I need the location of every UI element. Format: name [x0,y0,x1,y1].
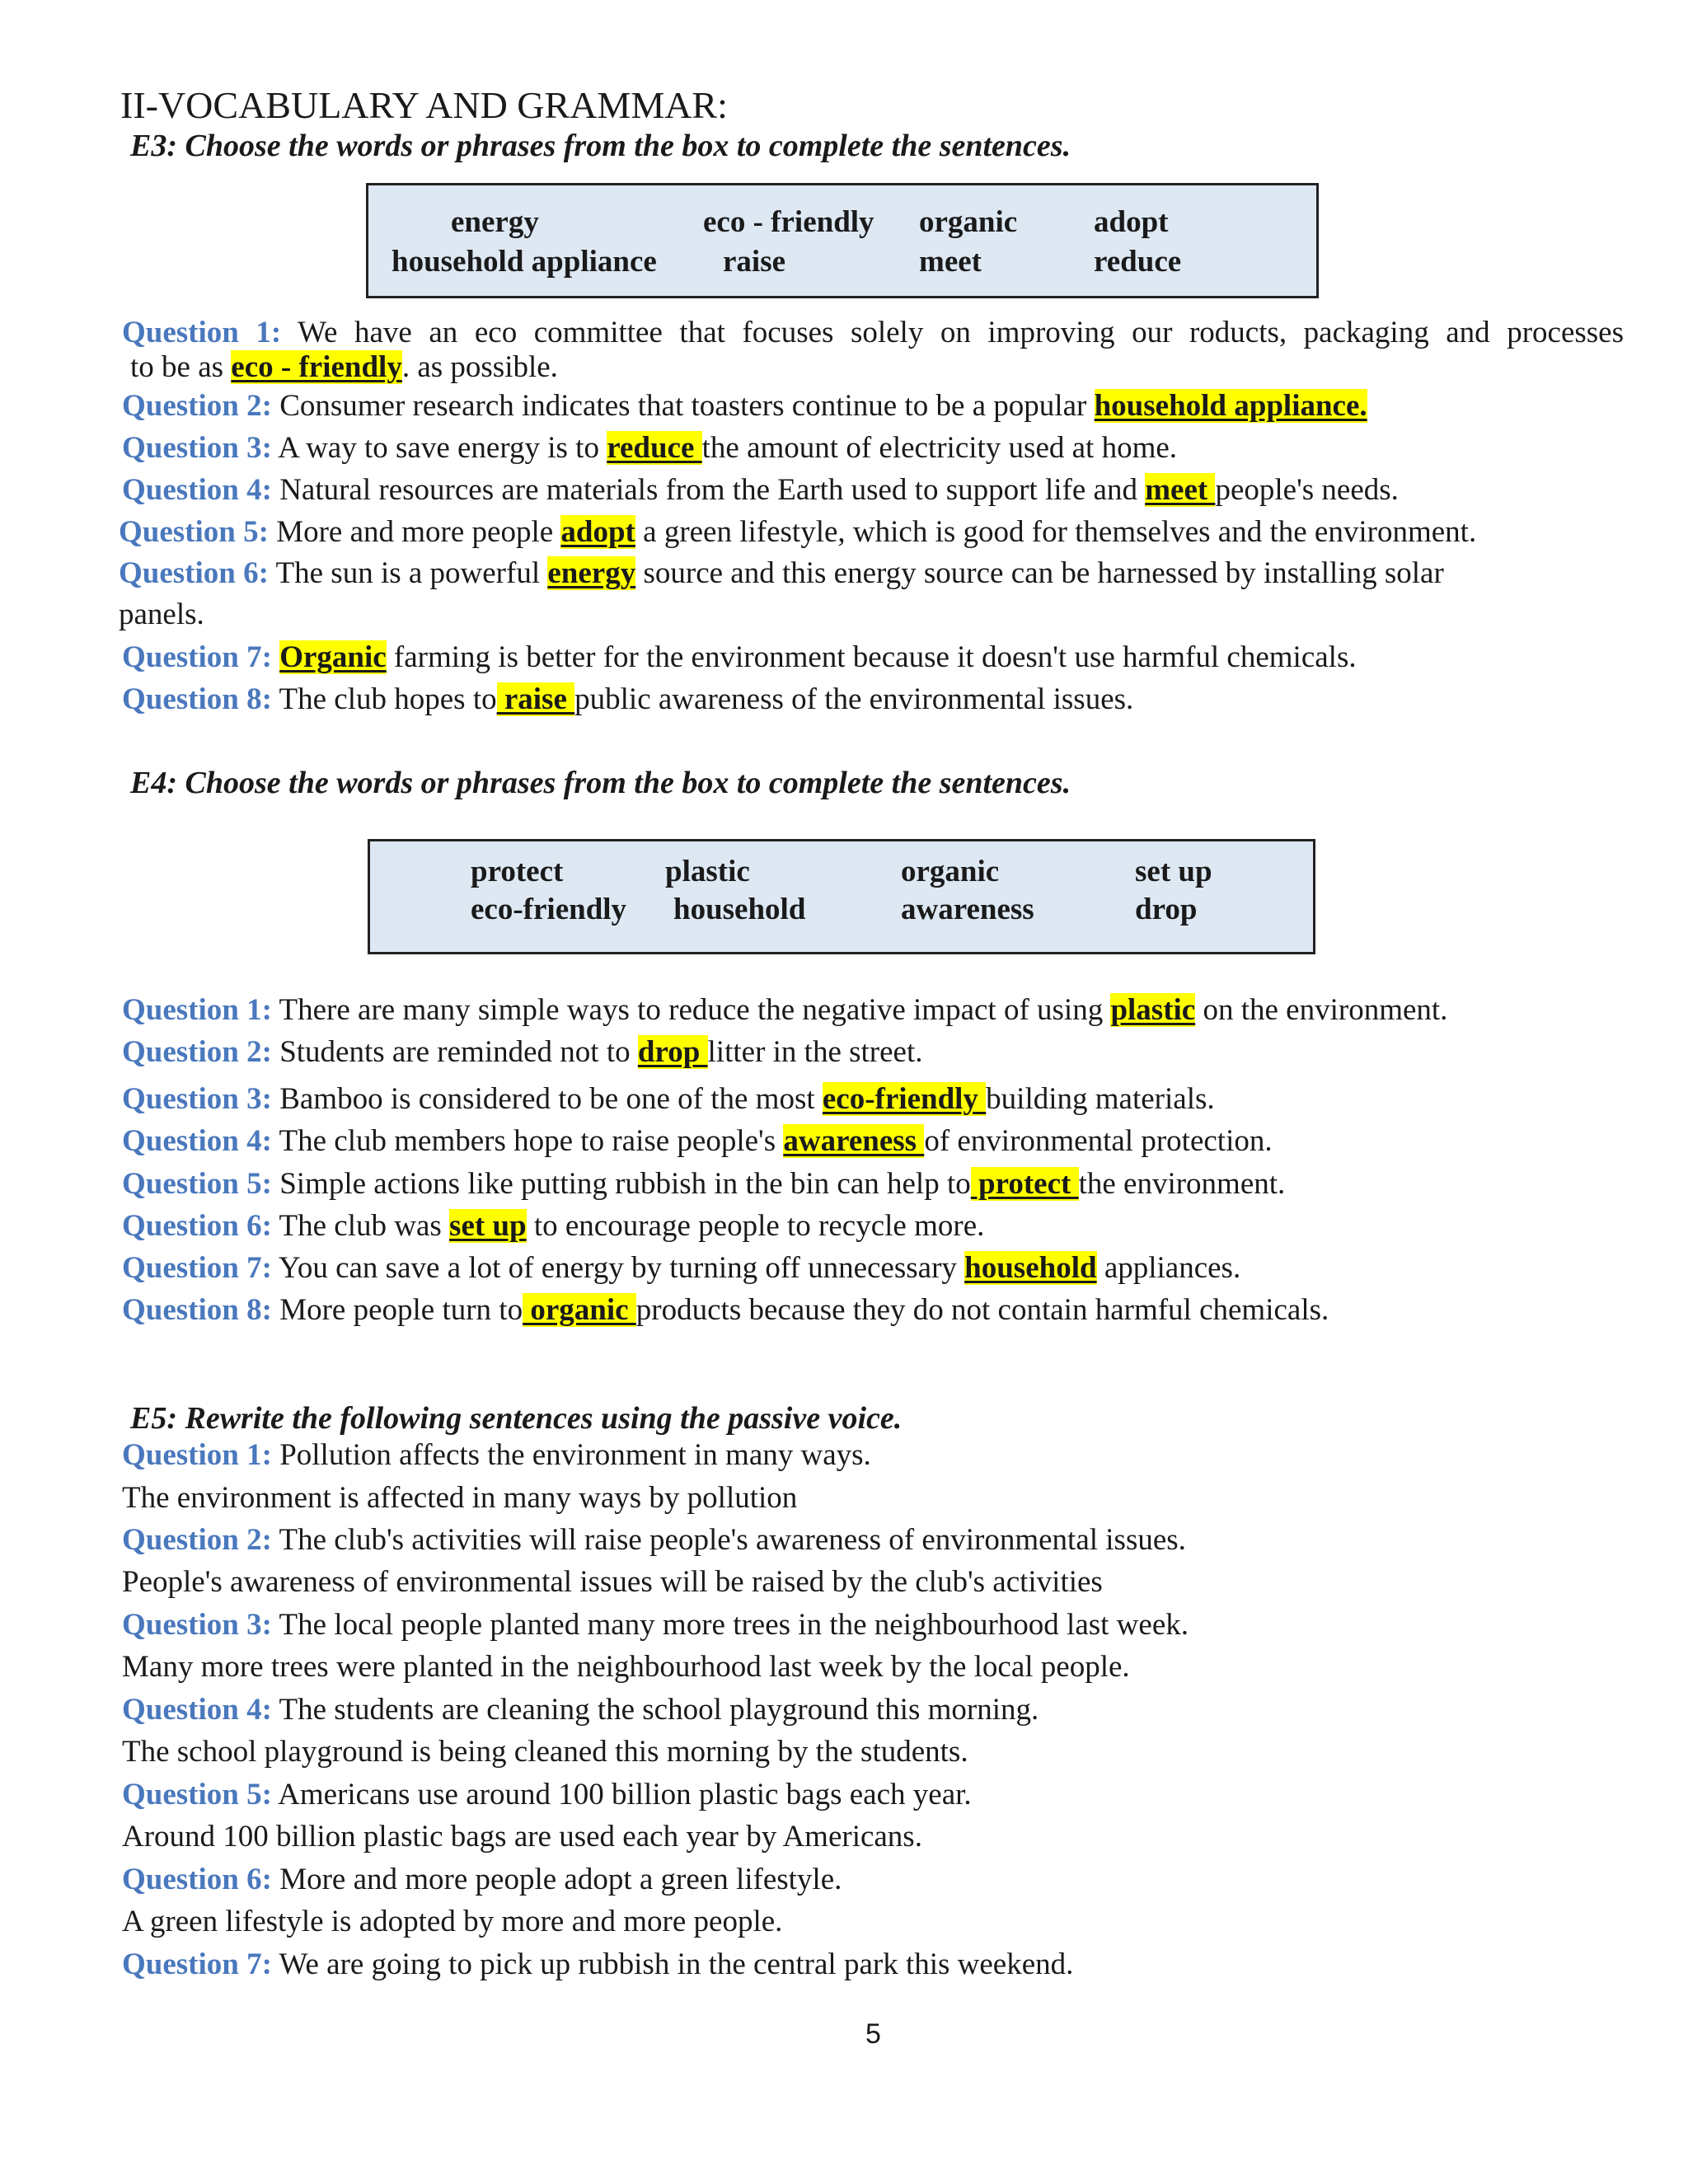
question-text: to be as [130,350,232,384]
question-text: . as possible. [401,350,558,384]
e3-box-word: adopt [1094,205,1169,239]
e5-answer-6: A green lifestyle is adopted by more and more people. [122,1905,783,1938]
question-text: source and this energy source can be harnessed by installing solar [635,556,1444,590]
e4-box-word: eco-friendly [471,893,627,926]
question-label: Question 4: [122,473,272,507]
answer-highlight: Organic [279,640,387,674]
answer-highlight: adopt [560,515,635,549]
question-text: More people turn to [271,1293,523,1327]
question-text: You can save a lot of energy by turning off unnecessary [271,1251,965,1285]
e3-box-word: household appliance [392,245,657,279]
question-text: More and more people adopt a green lifestyle. [271,1863,842,1896]
question-label: Question 6: [122,1209,272,1243]
e5-question-4 [122,1690,1039,1730]
question-text: Students are reminded not to [271,1035,638,1069]
e5-question-3 [122,1605,1189,1645]
e4-question-4 [122,1122,1273,1161]
e4-box-word: drop [1135,893,1198,926]
question-text: of environmental protection. [924,1124,1273,1158]
question-text: We have an eco committee that focuses solely on improving our roducts, packaging and processes [281,316,1624,349]
answer-highlight: organic [523,1293,636,1327]
question-text: A way to save energy is to [271,431,607,465]
e3-title: E3: Choose the words or phrases from the box to complete the sentences. [130,129,1071,163]
e5-answer-4: The school playground is being cleaned this morning by the students. [122,1735,968,1769]
e3-question-3 [122,429,1177,468]
question-label: Question 5: [122,1778,272,1811]
answer-highlight: household appliance. [1094,389,1367,423]
question-text: products because they do not contain harmful chemicals. [635,1293,1329,1327]
question-text [272,640,279,674]
e3-box-word: reduce [1094,245,1182,279]
e4-box-word: awareness [901,893,1034,926]
question-text: The club members hope to raise people's [271,1124,784,1158]
answer-highlight: awareness [783,1124,925,1158]
e3-question-1 [122,313,1624,353]
e3-box-word: organic [919,205,1018,239]
e4-question-2 [122,1033,923,1072]
question-text: Pollution affects the environment in many ways. [271,1438,871,1472]
e5-question-7 [122,1945,1073,1985]
e3-question-6 [119,554,1444,593]
question-text: The club's activities will raise people's awareness of environmental issues. [271,1523,1186,1557]
question-label: Question 1: [122,316,282,349]
e4-question-7 [122,1249,1240,1288]
question-label: Question 4: [122,1693,272,1727]
question-text: appliances. [1096,1251,1241,1285]
question-label: Question 1: [122,1438,272,1472]
e4-question-8 [122,1291,1329,1330]
answer-highlight: eco-friendly [822,1082,987,1116]
e5-answer-1: The environment is affected in many ways by pollution [122,1481,798,1515]
question-text: the environment. [1078,1167,1286,1201]
question-text: More and more people [268,515,561,549]
e4-box-word: protect [471,855,564,888]
e4-question-3 [122,1080,1215,1119]
e4-question-5 [122,1165,1285,1204]
question-text: Americans use around 100 billion plastic bags each year. [271,1778,972,1811]
e5-question-2 [122,1521,1186,1560]
question-label: Question 4: [122,1124,272,1158]
question-text: building materials. [986,1082,1215,1116]
e3-box-word: eco - friendly [703,205,874,239]
e5-answer-5: Around 100 billion plastic bags are used each year by Americans. [122,1820,922,1854]
question-label: Question 3: [122,1082,272,1116]
e5-question-5 [122,1775,972,1815]
question-label: Question 8: [122,1293,272,1327]
e4-title: E4: Choose the words or phrases from the box to complete the sentences. [130,766,1071,800]
e3-question-2 [122,387,1367,426]
question-label: Question 3: [122,431,272,465]
e3-question-6-cont: panels. [119,598,204,631]
e3-word-box [366,183,1319,298]
answer-highlight: household [964,1251,1097,1285]
e3-question-4 [122,471,1399,510]
question-label: Question 5: [119,515,269,549]
question-text: The club hopes to [271,682,497,716]
question-label: Question 8: [122,682,272,716]
question-label: Question 7: [122,1251,272,1285]
e3-box-word: energy [451,205,539,239]
question-text: the amount of electricity used at home. [701,431,1178,465]
e4-word-box [368,839,1315,954]
question-text: Natural resources are materials from the Earth used to support life and [271,473,1146,507]
question-text: We are going to pick up rubbish in the central park this weekend. [271,1947,1074,1981]
question-text: farming is better for the environment because it doesn't use harmful chemicals. [386,640,1357,674]
question-text: a green lifestyle, which is good for themselves and the environment. [635,515,1477,549]
answer-highlight: reduce [607,431,702,465]
section-title: II-VOCABULARY AND GRAMMAR: [120,84,728,126]
question-label: Question 6: [119,556,269,590]
page-number: 5 [865,2018,881,2050]
e3-question-8 [122,680,1133,719]
question-text: The local people planted many more trees in the neighbourhood last week. [271,1608,1189,1642]
e4-box-word: household [673,893,806,926]
question-text: The sun is a powerful [268,556,548,590]
question-text: There are many simple ways to reduce the negative impact of using [271,993,1111,1027]
e4-box-word: plastic [665,855,750,888]
e3-question-1-cont [130,348,558,387]
question-text: Consumer research indicates that toasters continue to be a popular [271,389,1095,423]
answer-highlight: meet [1145,473,1216,507]
question-label: Question 2: [122,1523,272,1557]
question-label: Question 6: [122,1863,272,1896]
e3-box-word: meet [919,245,982,279]
answer-highlight: energy [547,556,636,590]
question-text: on the environment. [1195,993,1448,1027]
e5-title: E5: Rewrite the following sentences using the passive voice. [130,1401,903,1436]
question-text: Bamboo is considered to be one of the most [271,1082,823,1116]
question-label: Question 7: [122,1947,272,1981]
answer-highlight: raise [496,682,575,716]
question-label: Question 7: [122,640,272,674]
answer-highlight: set up [449,1209,527,1243]
question-label: Question 1: [122,993,272,1027]
e4-question-6 [122,1207,984,1246]
e5-answer-2: People's awareness of environmental issues will be raised by the club's activities [122,1565,1103,1599]
question-text: Simple actions like putting rubbish in the bin can help to [271,1167,971,1201]
question-text: to encourage people to recycle more. [526,1209,985,1243]
e4-box-word: organic [901,855,1000,888]
question-text: litter in the street. [707,1035,923,1069]
e3-question-7 [122,638,1357,677]
question-text: people's needs. [1215,473,1399,507]
answer-highlight: protect [970,1167,1079,1201]
e4-question-1 [122,991,1447,1030]
question-label: Question 5: [122,1167,272,1201]
question-label: Question 3: [122,1608,272,1642]
question-text: public awareness of the environmental issues. [574,682,1134,716]
e5-answer-3: Many more trees were planted in the neighbourhood last week by the local people. [122,1650,1130,1684]
question-text: The students are cleaning the school playground this morning. [271,1693,1039,1727]
e3-question-5 [119,513,1476,552]
e5-question-6 [122,1860,842,1900]
question-text: The club was [271,1209,450,1243]
question-label: Question 2: [122,1035,272,1069]
e4-box-word: set up [1135,855,1212,888]
question-label: Question 2: [122,389,272,423]
e5-question-1 [122,1436,871,1475]
answer-highlight: plastic [1110,993,1196,1027]
answer-highlight: eco - friendly [231,350,402,384]
answer-highlight: drop [637,1035,708,1069]
e3-box-word: raise [723,245,786,279]
